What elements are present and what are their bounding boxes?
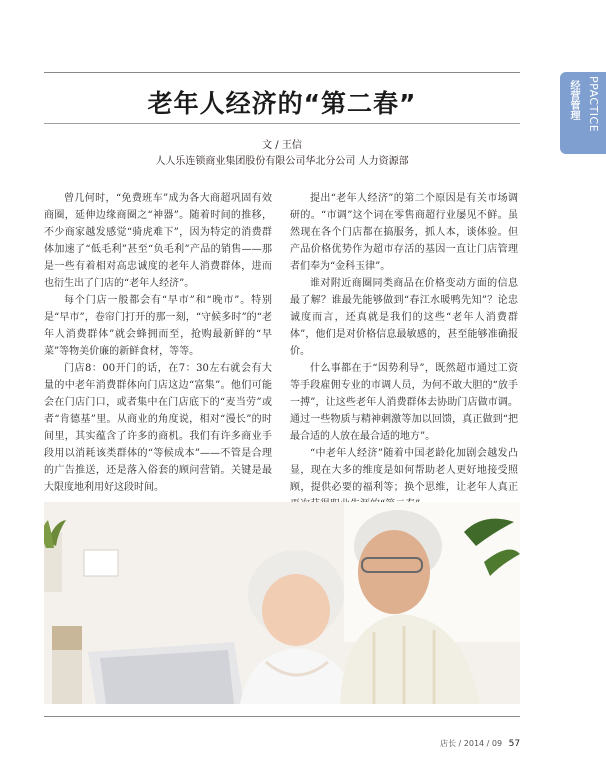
- paragraph: “中老年人经济”随着中国老龄化加剧会越发凸显，现在大多的维度是如何帮助老人更好地接受照顾，提供必要的福利等；换个思维，让老年人真正: [290, 448, 518, 493]
- page-number: 57: [508, 739, 521, 749]
- section-tab-english: PPACTICE: [587, 76, 600, 133]
- affiliation-line: 人人乐连锁商业集团股份有限公司华北分公司 人力资源部: [155, 156, 409, 167]
- paragraph: 什么事都在于“因势利导”，既然超市通过工资等手段雇佣专业的市调人员，为何不敢大胆的“放手一搏”，让这些老年人消费群体去协助门店做市调。通过一些物质与精神刺激等加以回馈，真正做到“把最合适的人放在最合适的地方”。: [290, 363, 518, 442]
- paragraph: 谁对附近商圈同类商品在价格变动方面的信息最了解？谁最先能够做到“春江水暖鸭先知”？论忠诚度而言，还真就是我们的这些“老年人消费群体”，他们是对价格信息最敏感的，甚至能够准确报价。: [290, 278, 518, 357]
- right-column: [290, 190, 518, 513]
- page-footer: [440, 738, 580, 749]
- elderly-couple-laptop-photo: [44, 502, 520, 704]
- paragraph: 每个门店一般都会有“早市”和“晚市”。特别是“早市”，卷帘门打开的那一刻，“守候多时”的“老年人消费群体”就会蜂拥而至，抢购最新鲜的“早菜”等物美价廉的新鲜食材，等等。: [44, 295, 272, 357]
- paragraph: 提出“老年人经济”的第二个原因是有关市场调研的。“市调”这个词在零售商超行业屡见不鲜。虽然现在各个门店都在搞服务，抓人本，谈体验。但产品价格优势作为超市存活的基因一直让门店管理者们奉为“金科玉律”。: [290, 193, 518, 272]
- bottom-rule: [44, 716, 520, 717]
- title-rule: [44, 123, 520, 124]
- section-tab-chinese: 经营管理: [568, 80, 579, 120]
- photo-illustration: [44, 502, 520, 704]
- left-column: [44, 190, 272, 496]
- author-line: 文 / 王信: [262, 140, 302, 151]
- section-tab: [560, 72, 606, 154]
- top-rule: [44, 72, 520, 73]
- paragraph: 曾几何时，“免费班车”成为各大商超巩固有效商圈，延伸边缘商圈之“神器”。随着时间的推移，不少商家越发感觉“骑虎难下”，因为特定的消费群体加速了“低毛利”甚至“负毛利”产品的销售——那是一些有着相对高忠诚度的老年人消费群体，进而也衍生出了门店的“老年人经济”。: [44, 193, 272, 289]
- paragraph: 门店8：00开门的话，在7：30左右就会有大量的中老年消费群体向门店这边“富集”。他们可能会在门店门口，或者集中在门店底下的“麦当劳”或者“肯德基”里。从商业的角度说，相对“漫长”的时间里，其实蕴含了许多的商机。我们有许多商业手段用以消耗该类群体的“等候成本”——不管是合理的广告推送，还是落入俗套的顾问营销。关键是最大限度地利用好这段时间。: [44, 363, 272, 493]
- magazine-issue: 店长 / 2014 / 09: [440, 739, 503, 748]
- article-title: 老年人经济的“第二春”: [147, 89, 417, 118]
